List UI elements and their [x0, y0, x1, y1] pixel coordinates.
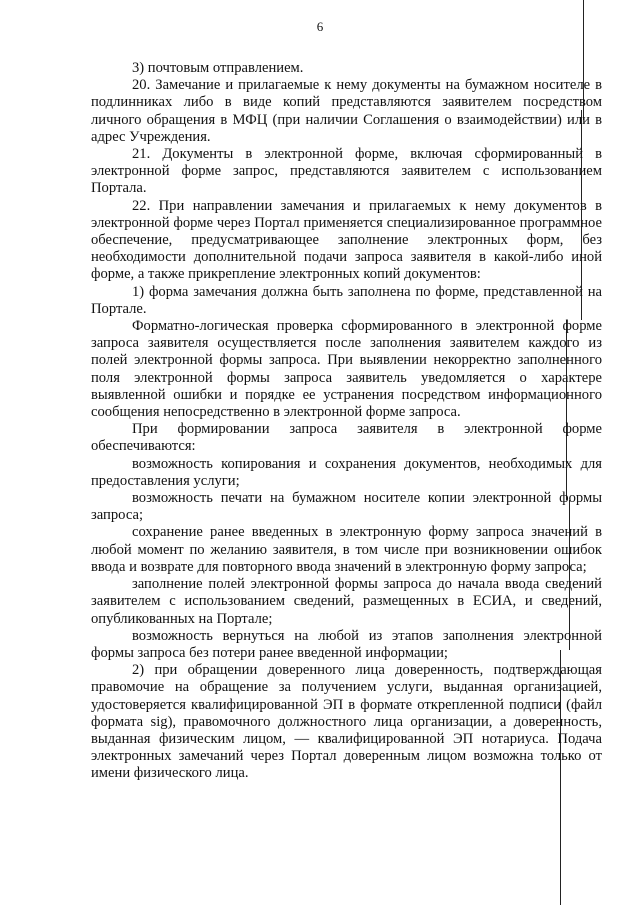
paragraph: 22. При направлении замечания и прилагаемых к нему документов в электронной форме через Портал применяется специализированное программное обеспечение, предусматривающее заполнение электронных форм, без необходимости дополнительной подачи запроса заявителя в какой-либо иной форме, а также прикрепление электронных копий документов: — [91, 197, 602, 283]
page-number: 6 — [316, 19, 324, 34]
document-body — [91, 60, 602, 783]
paragraph: сохранение ранее введенных в электронную форму запроса значений в любой момент по желанию заявителя, в том числе при возникновении ошибок ввода и возврате для повторного ввода значений в электронную форму запроса; — [91, 524, 602, 575]
paragraph: При формировании запроса заявителя в электронной форме обеспечиваются: — [91, 421, 602, 455]
paragraph: возможность копирования и сохранения документов, необходимых для предоставления услуги; — [91, 455, 602, 489]
paragraph: 21. Документы в электронной форме, включая сформированный в электронной форме запрос, представляются заявителем с использованием Портала. — [91, 146, 602, 197]
paragraph: заполнение полей электронной формы запроса до начала ввода сведений заявителем с использованием сведений, размещенных в ЕСИА, и сведений, опубликованных на Портале; — [91, 576, 602, 627]
paragraph: 1) форма замечания должна быть заполнена по форме, представленной на Портале. — [91, 283, 602, 317]
paragraph: возможность вернуться на любой из этапов заполнения электронной формы запроса без потери ранее введенной информации; — [91, 627, 602, 661]
paragraph: 3) почтовым отправлением. — [132, 60, 304, 76]
paragraph: 20. Замечание и прилагаемые к нему документы на бумажном носителе в подлинниках либо в виде копий представляются заявителем посредством личного обращения в МФЦ (при наличии Соглашения о взаимодействии) или в адрес Учреждения. — [91, 77, 602, 145]
paragraph: Форматно-логическая проверка сформированного в электронной форме запроса заявителя осуществляется после заполнения заявителем каждого из полей электронной формы запроса. При выявлении некорректно заполненного поля электронной формы запроса заявитель уведомляется о характере выявленной ошибки и порядке ее устранения посредством информационного сообщения непосредственно в электронной форме запроса. — [91, 318, 602, 421]
paragraph: 2) при обращении доверенного лица доверенность, подтверждающая правомочие на обращение за получением услуги, выданная организацией, удостоверяется квалифицированной ЭП в формате открепленной подписи (файл формата sig), правомочного должностного лица организации, а доверенность, выданная физическим лицом, — квалифицированной ЭП нотариуса. Подача электронных замечаний через Портал доверенным лицом возможна только от имени физического лица. — [91, 662, 602, 782]
paragraph: возможность печати на бумажном носителе копии электронной формы запроса; — [91, 490, 602, 524]
